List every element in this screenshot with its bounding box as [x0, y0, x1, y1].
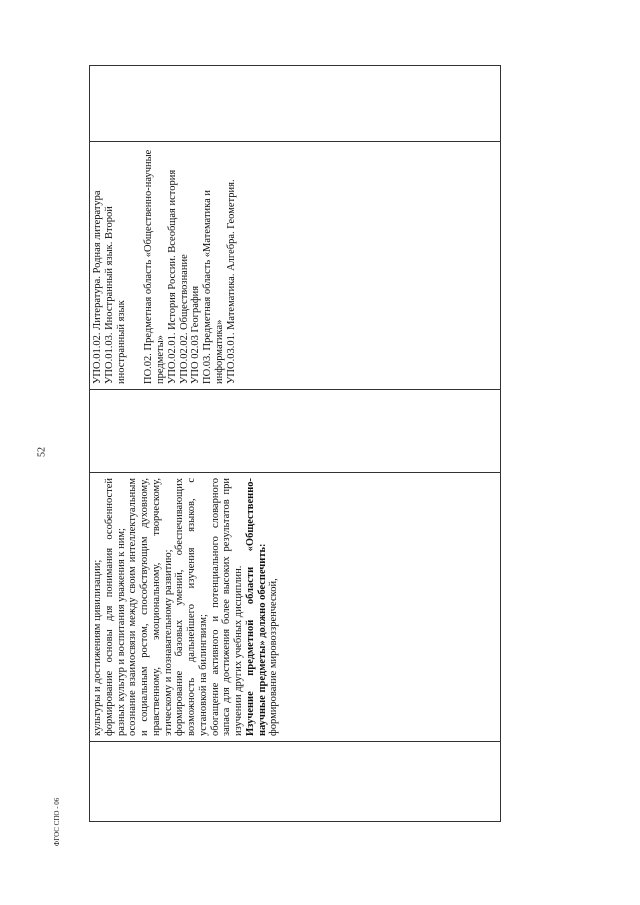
subject-item: УПО.02.02. Обществознание: [178, 254, 190, 384]
table-row: [90, 66, 501, 822]
subject-area-heading: ПО.02. Предметная область «Общественно-научные предметы»: [143, 149, 166, 384]
subject-item: УПО 02.03 География: [190, 285, 202, 384]
outcome-line: формирование базовых умений, обеспечивающих возможность дальнейшего изучения языков, с установкой на билингвизм;: [174, 478, 209, 736]
subject-item: УПО.03.01. Математика. Алгебра. Геометрия.: [225, 179, 237, 384]
subject-area-heading: ПО.03. Предметная область «Математика и информатика»: [202, 190, 225, 384]
rotated-page-content: [89, 71, 501, 822]
outcome-line: обогащение активного и потенциального словарного запаса для достижения более высоких результатов при изучении других учебных дисциплин.: [209, 478, 244, 736]
table-cell-col5: [90, 66, 501, 142]
subject-item: УПО.01.02. Литература. Родная литература: [92, 190, 103, 384]
footer-code: ФГОС СПО - 06: [53, 797, 61, 847]
outcome-line: формирование мировоззренческой,: [268, 578, 280, 736]
table-cell-col4: [90, 142, 501, 390]
table-cell-col2: [90, 473, 501, 742]
table-cell-col3: [90, 390, 501, 473]
section-heading: Изучение предметной области «Общественно-научные предметы» должно обеспечить:: [244, 478, 268, 736]
table-cell-col1: [90, 742, 501, 822]
outcome-line: осознание взаимосвязи между своим интеллектуальным и социальным ростом, способствующим духовному, нравственному, эмоциональному, творческому, этическому и познавательному развитию;: [127, 478, 174, 736]
outcome-line: культуры и достижениям цивилизации;: [92, 559, 103, 736]
subject-item: УПО.01.03. Иностранный язык. Второй иностранный язык: [103, 206, 127, 384]
outcome-line: формирование основы для понимания особенностей разных культур и воспитания уважения к ним;: [103, 478, 127, 736]
subjects-list: [90, 142, 239, 389]
page-number: 52: [36, 447, 48, 457]
outcomes-text: [90, 473, 282, 741]
subject-item: УПО.02.01. История России. Всеобщая история: [166, 169, 178, 384]
curriculum-table: [89, 65, 501, 822]
